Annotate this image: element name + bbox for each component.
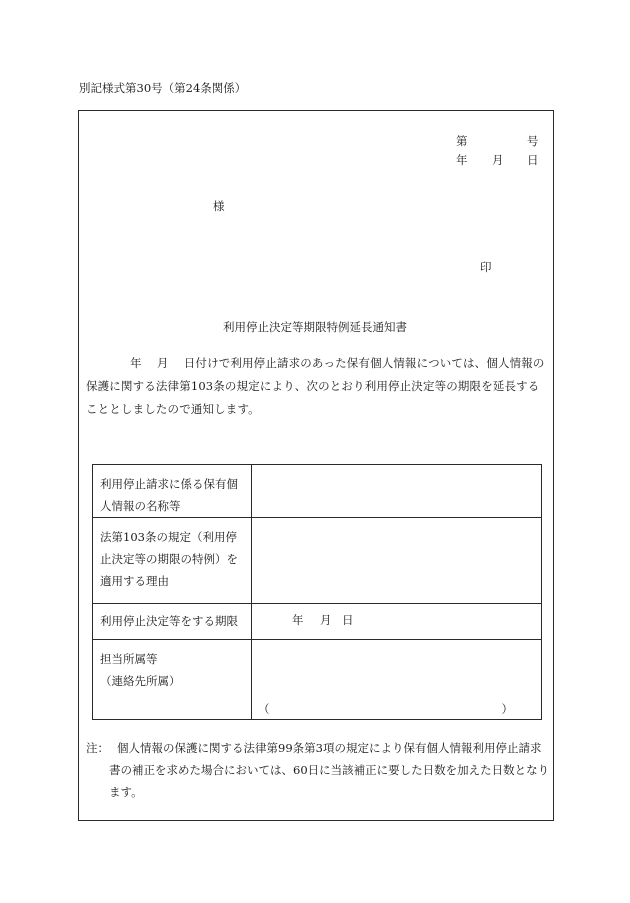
row-label-info-name: 利用停止請求に係る保有個人情報の名称等 [93,465,252,518]
row-value-info-name [252,465,542,518]
row-value-reason [252,518,542,604]
footnote-mark: 注： [86,741,109,755]
form-id: 別記様式第30号（第24条関係） [79,81,247,95]
row-label-deadline: 利用停止決定等をする期限 [93,604,252,640]
row-label-reason: 法第103条の規定（利用停止決定等の期限の特例）を適用する理由 [93,518,252,604]
footnote-text: 個人情報の保護に関する法律第99条第3項の規定により保有個人情報利用停止請求書の補正を求めた場合においては、60日に当該補正に要した日数を加えた日数となります。 [109,741,550,799]
body-text: 日付けで利用停止請求のあった保有個人情報については、個人情報の保護に関する法律第103条の規定により、次のとおり利用停止決定等の期限を延長することとしましたので通知します。 [86,356,545,416]
document-title: 利用停止決定等期限特例延長通知書 [223,320,407,334]
info-table [92,464,542,720]
date-month: 月 [492,153,504,167]
paren-close: ） [501,702,513,716]
recipient-honorific: 様 [213,199,225,213]
body-paragraph [86,352,548,421]
contact-sublabel: （連絡先所属） [100,674,181,688]
paren-open: （ [258,702,270,716]
row-value-contact [252,640,542,720]
deadline-year: 年 [292,613,304,627]
contact-label: 担当所属等 [100,652,158,666]
number-suffix: 号 [527,134,539,148]
body-date-month: 月 [156,356,169,370]
deadline-month: 月 [320,613,332,627]
date-year: 年 [456,153,468,167]
number-prefix: 第 [456,134,468,148]
seal-mark: 印 [480,260,492,274]
row-label-contact [93,640,252,720]
footnote [86,737,552,803]
body-date-year: 年 [130,356,142,370]
row-value-deadline [252,604,542,640]
deadline-day: 日 [342,613,354,627]
date-day: 日 [527,153,539,167]
